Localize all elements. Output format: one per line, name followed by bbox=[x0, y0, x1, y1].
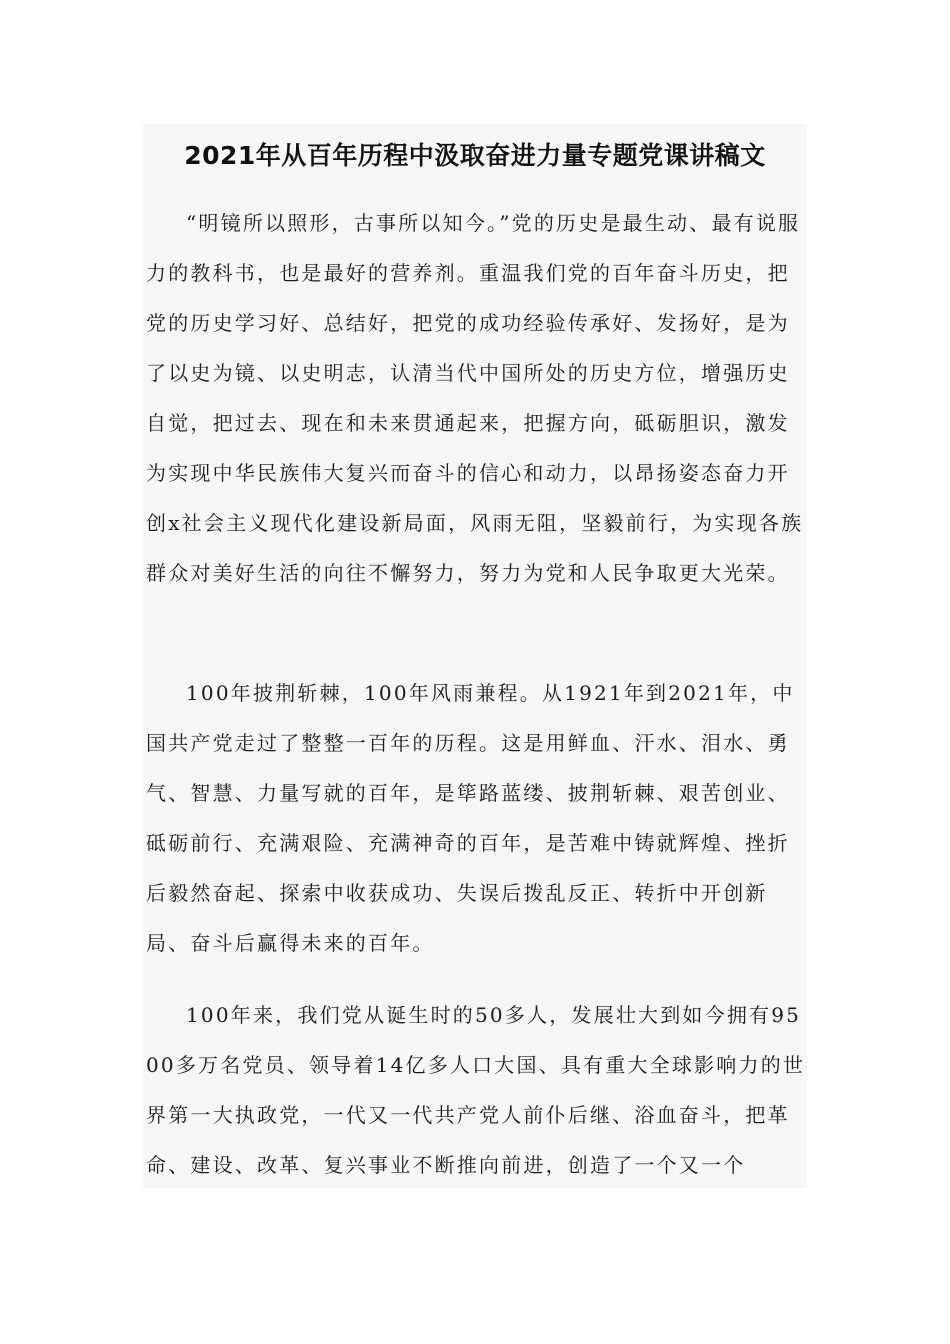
document-title: 2021年从百年历程中汲取奋进力量专题党课讲稿文 bbox=[184, 141, 766, 170]
paragraph-mirror-history: “明镜所以照形，古事所以知今。”党的历史是最生动、最有说服力的教科书，也是最好的营养剂。重温我们党的百年奋斗历史，把党的历史学习好、总结好，把党的成功经验传承好、发扬好，是为了以史为镜、以史明志，认清当代中国所处的历史方位，增强历史自觉，把过去、现在和未来贯通起来，把握方向，砥砺胆识，激发为实现中华民族伟大复兴而奋斗的信心和动力，以昂扬姿态奋力开创x社会主义现代化建设新局面，风雨无阻，坚毅前行，为实现各族群众对美好生活的向往不懈努力，努力为党和人民争取更大光荣。 bbox=[146, 211, 804, 585]
paragraph-party-growth: 100年来，我们党从诞生时的50多人，发展壮大到如今拥有9500多万名党员、领导着14亿多人口大国、具有重大全球影响力的世界第一大执政党，一代又一代共产党人前仆后继、浴血奋斗，把革命、建设、改革、复兴事业不断推向前进，创造了一个又一个 bbox=[146, 1003, 806, 1177]
paragraph-hundred-years: 100年披荆斩棘，100年风雨兼程。从1921年到2021年，中国共产党走过了整整一百年的历程。这是用鲜血、汗水、泪水、勇气、智慧、力量写就的百年，是筚路蓝缕、披荆斩棘、艰苦创业、砥砺前行、充满艰险、充满神奇的百年，是苦难中铸就辉煌、挫折后毅然奋起、探索中收获成功、失误后拨乱反正、转折中开创新局、奋斗后赢得未来的百年。 bbox=[146, 681, 795, 955]
